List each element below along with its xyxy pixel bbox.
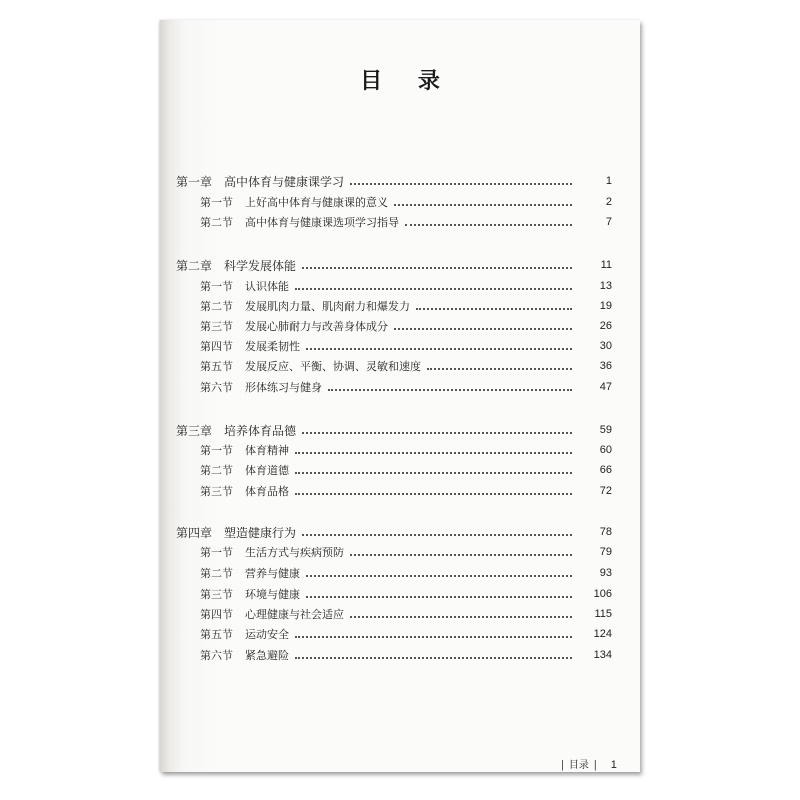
toc-section-row	[200, 338, 612, 354]
footer-divider: |	[561, 759, 564, 771]
toc-section-row	[200, 626, 612, 642]
toc-chapter-row	[176, 173, 612, 189]
toc-entry-title: 环境与健康	[245, 588, 300, 601]
toc-entry-number: 第二节	[200, 464, 233, 477]
toc-entry-title: 培养体育品德	[224, 423, 297, 438]
toc-page-number: 60	[599, 444, 612, 456]
toc-entry-number: 第三节	[200, 320, 233, 333]
toc-entry-number: 第二章	[176, 258, 213, 273]
toc-page-number: 47	[599, 381, 612, 393]
toc-chapter-row	[176, 524, 612, 540]
toc-leader-dots	[405, 224, 572, 226]
toc-entry-number: 第四节	[200, 608, 233, 621]
document-page	[160, 20, 640, 772]
toc-entry-number: 第一节	[200, 280, 233, 293]
toc-entry-title: 发展肌肉力量、肌肉耐力和爆发力	[245, 300, 410, 313]
toc-entry-title: 体育道德	[245, 464, 289, 477]
toc-entry-number: 第三节	[200, 485, 233, 498]
toc-leader-dots	[416, 308, 572, 310]
toc-entry-title: 科学发展体能	[224, 258, 297, 273]
toc-entry-number: 第五节	[200, 360, 233, 373]
toc-entry-number: 第五节	[200, 628, 233, 641]
toc-section-row	[200, 278, 612, 294]
toc-section-row	[200, 606, 612, 622]
toc-page-number: 13	[599, 280, 612, 292]
toc-page-number: 30	[599, 340, 612, 352]
toc-section-row	[200, 647, 612, 663]
toc-entry-number: 第二节	[200, 567, 233, 580]
toc-entry-number: 第六节	[200, 381, 233, 394]
toc-leader-dots	[306, 575, 572, 577]
toc-leader-dots	[295, 288, 572, 290]
toc-section-row	[200, 586, 612, 602]
toc-entry-number: 第一章	[176, 174, 213, 189]
toc-entry-number: 第四节	[200, 340, 233, 353]
toc-page-number: 7	[605, 216, 612, 228]
toc-leader-dots	[394, 204, 572, 206]
toc-section-row	[200, 379, 612, 395]
toc-section-row	[200, 214, 612, 230]
toc-entry-number: 第一节	[200, 546, 233, 559]
footer-divider: |	[593, 759, 597, 771]
toc-leader-dots	[295, 472, 572, 474]
toc-page-number: 26	[599, 320, 612, 332]
toc-leader-dots	[302, 267, 572, 269]
toc-entry-number: 第二节	[200, 300, 233, 313]
toc-page-number: 59	[599, 424, 612, 436]
toc-entry-title: 体育品格	[245, 485, 289, 498]
page-number: 1	[610, 759, 617, 771]
toc-entry-number: 第三节	[200, 588, 233, 601]
toc-page-number: 79	[599, 546, 612, 558]
toc-section-row	[200, 544, 612, 560]
toc-page-number: 1	[605, 175, 612, 187]
toc-leader-dots	[427, 368, 572, 370]
toc-page-number: 93	[599, 567, 612, 579]
toc-entry-number: 第一节	[200, 196, 233, 209]
toc-leader-dots	[306, 348, 572, 350]
toc-section-row	[200, 358, 612, 374]
toc-entry-title: 生活方式与疾病预防	[245, 546, 344, 559]
toc-page-number: 19	[599, 300, 612, 312]
toc-leader-dots	[350, 616, 572, 618]
toc-leader-dots	[306, 596, 572, 598]
toc-section-row	[200, 442, 612, 458]
toc-section-row	[200, 194, 612, 210]
toc-entry-title: 发展心肺耐力与改善身体成分	[245, 320, 388, 333]
toc-leader-dots	[302, 534, 572, 536]
toc-page-number: 36	[599, 360, 612, 372]
toc-leader-dots	[350, 183, 572, 185]
toc-chapter-row	[176, 257, 612, 273]
page-footer	[556, 756, 617, 771]
toc-entry-title: 认识体能	[245, 280, 289, 293]
toc-entry-number: 第三章	[176, 423, 213, 438]
toc-section-row	[200, 318, 612, 334]
toc-page-number: 134	[593, 649, 612, 661]
toc-entry-title: 体育精神	[245, 444, 289, 457]
toc-page-number: 11	[600, 259, 612, 271]
toc-entry-title: 紧急避险	[245, 649, 289, 662]
toc-leader-dots	[350, 554, 572, 556]
toc-entry-title: 高中体育与健康课选项学习指导	[245, 216, 399, 229]
toc-entry-number: 第二节	[200, 216, 233, 229]
toc-page-number: 115	[594, 608, 612, 620]
table-of-contents	[160, 20, 640, 772]
toc-page-number: 78	[599, 526, 612, 538]
toc-page-number: 106	[593, 588, 612, 600]
toc-entry-title: 发展柔韧性	[245, 340, 300, 353]
toc-entry-title: 塑造健康行为	[224, 525, 297, 540]
toc-leader-dots	[394, 328, 572, 330]
toc-entry-title: 形体练习与健身	[245, 381, 322, 394]
toc-leader-dots	[295, 636, 572, 638]
toc-entry-title: 上好高中体育与健康课的意义	[245, 196, 388, 209]
toc-entry-title: 发展反应、平衡、协调、灵敏和速度	[245, 360, 421, 373]
toc-section-row	[200, 565, 612, 581]
toc-page-number: 66	[599, 464, 612, 476]
footer-label: 目录	[568, 760, 589, 771]
toc-entry-number: 第四章	[176, 525, 213, 540]
toc-chapter-row	[176, 422, 612, 438]
toc-entry-number: 第六节	[200, 649, 233, 662]
toc-section-row	[200, 483, 612, 499]
toc-leader-dots	[328, 389, 572, 391]
toc-entry-number: 第一节	[200, 444, 233, 457]
toc-leader-dots	[295, 493, 572, 495]
toc-section-row	[200, 298, 612, 314]
page-title: 目 录	[360, 68, 454, 94]
toc-entry-title: 运动安全	[245, 628, 289, 641]
toc-entry-title: 高中体育与健康课学习	[224, 174, 345, 189]
toc-entry-title: 心理健康与社会适应	[245, 608, 344, 621]
toc-section-row	[200, 462, 612, 478]
toc-entry-title: 营养与健康	[245, 567, 300, 580]
toc-leader-dots	[295, 657, 572, 659]
toc-page-number: 2	[605, 196, 612, 208]
toc-page-number: 124	[593, 628, 612, 640]
toc-page-number: 72	[599, 485, 612, 497]
toc-leader-dots	[295, 452, 572, 454]
toc-leader-dots	[302, 432, 572, 434]
